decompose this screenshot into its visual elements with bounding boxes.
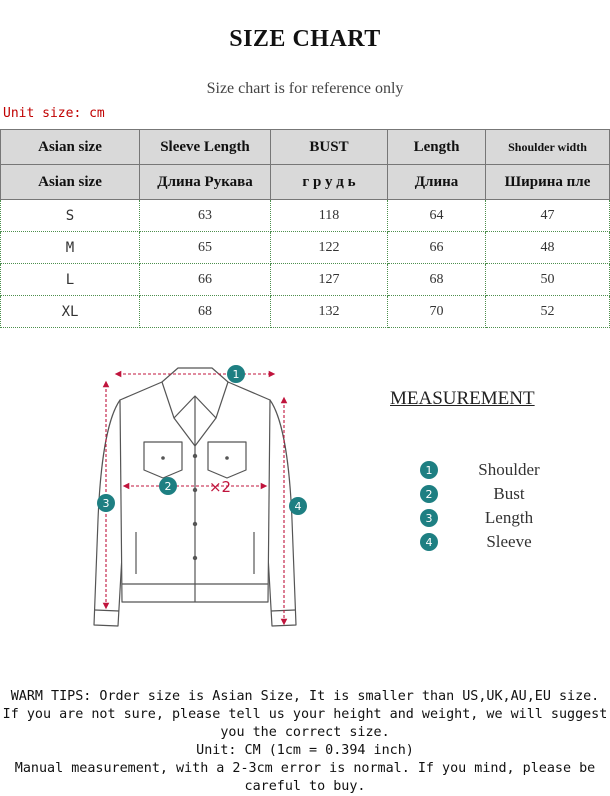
table-cell: 47 [486,200,610,232]
legend-label: Length [484,508,534,527]
measurement-title: MEASUREMENT [390,388,535,409]
header-cell: Length [388,130,486,165]
table-row [1,200,610,232]
legend-label: Shoulder [478,460,540,479]
table-cell: XL [1,296,140,328]
header-row-russian [1,165,610,200]
marker-length [97,494,115,512]
marker-number: 1 [232,368,240,381]
bust-multiplier: ×2 [208,478,232,496]
tip-line: WARM TIPS: Order size is Asian Size, It is smaller than US,UK,AU,EU size. [10,689,600,704]
marker-number: 2 [164,480,172,493]
table-row [1,264,610,296]
warm-tips [0,688,610,796]
table-cell: 122 [271,232,388,264]
table-cell: 66 [140,264,271,296]
header-row-english [1,130,610,165]
table-cell: 48 [486,232,610,264]
tip-line: Unit: CM (1cm = 0.394 inch) [196,743,414,758]
jacket-outline [94,368,296,626]
header-cell: Длина Рукава [140,165,271,200]
tip-line: If you are not sure, please tell us your height and weight, we will suggest [2,707,608,722]
table-row [1,232,610,264]
reference-note: Size chart is for reference only [206,80,404,97]
unit-label: Unit size: cm [3,106,105,121]
tip-line: careful to buy. [244,779,366,794]
header-cell: Asian size [1,165,140,200]
legend-number: 4 [420,533,438,551]
jacket-diagram [78,360,318,660]
marker-sleeve [289,497,307,515]
table-row [1,296,610,328]
legend-number: 3 [420,509,438,527]
header-cell: Длина [388,165,486,200]
table-cell: 50 [486,264,610,296]
table-cell: 68 [388,264,486,296]
table-cell: M [1,232,140,264]
table-cell: 66 [388,232,486,264]
table-cell: 52 [486,296,610,328]
legend-item-bust [420,482,580,506]
legend-label: Bust [493,484,525,503]
table-cell: S [1,200,140,232]
table-cell: 65 [140,232,271,264]
header-cell: Sleeve Length [140,130,271,165]
measurement-legend [420,458,580,554]
marker-bust [159,477,177,495]
marker-number: 3 [102,497,110,510]
table-cell: 132 [271,296,388,328]
size-table [0,129,610,328]
legend-item-sleeve [420,530,580,554]
legend-item-length [420,506,580,530]
table-cell: 118 [271,200,388,232]
table-cell: L [1,264,140,296]
table-cell: 127 [271,264,388,296]
page-title: SIZE CHART [229,26,381,52]
legend-number: 1 [420,461,438,479]
table-cell: 63 [140,200,271,232]
table-cell: 64 [388,200,486,232]
header-cell: г р у д ь [271,165,388,200]
legend-number: 2 [420,485,438,503]
tip-line: you the correct size. [220,725,390,740]
legend-item-shoulder [420,458,580,482]
header-cell: BUST [271,130,388,165]
header-cell: Asian size [1,130,140,165]
table-cell: 70 [388,296,486,328]
tip-line: Manual measurement, with a 2-3cm error is normal. If you mind, please be [14,761,596,776]
table-cell: 68 [140,296,271,328]
header-cell: Shoulder width [486,130,610,165]
header-cell: Ширина пле [486,165,610,200]
marker-shoulder [227,365,245,383]
marker-number: 4 [294,500,302,513]
legend-label: Sleeve [486,532,532,551]
